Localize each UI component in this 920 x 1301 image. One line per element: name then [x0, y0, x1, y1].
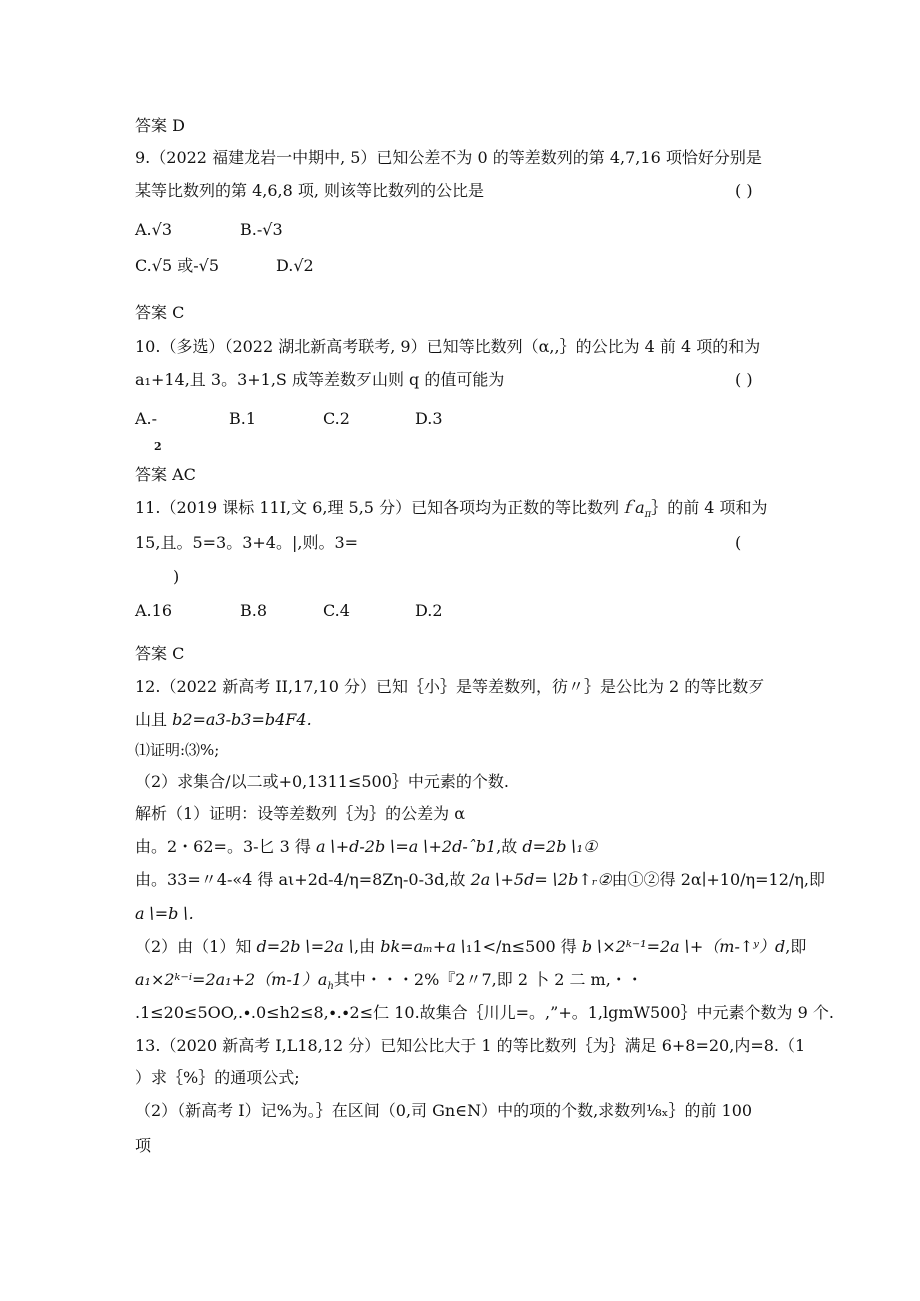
question-9-line-1: 9.（2022 福建龙岩一中期中, 5）已知公差不为 0 的等差数列的第 4,7,16 项恰好分别是 [135, 148, 762, 167]
question-11-line-1 [135, 498, 768, 525]
solution-formula: d=2b∖₁① [522, 837, 598, 856]
solution-text: ,故 [496, 837, 523, 856]
option-a-denominator: 2 [154, 440, 162, 453]
question-10-line-1: 10.（多选）（2022 湖北新高考联考, 9）已知等比数列（α,,｝的公比为 4 前 4 项的和为 [135, 337, 761, 356]
question-12-text: 山且 [135, 710, 173, 729]
answer-line: 答案 C [135, 644, 185, 663]
option-d: D.√2 [276, 256, 314, 275]
question-12-line-2 [135, 710, 312, 730]
solution-text: （2）由（1）知 [135, 937, 257, 956]
answer-blank-close: ) [173, 567, 180, 586]
answer-blank-open: ( [735, 533, 742, 552]
solution-formula: d=2b∖=2a∖ [256, 937, 355, 956]
solution-text: 由。33=〃4-«4 得 aι+2d-4∕η=8Zη-0-3d,故 [135, 870, 471, 889]
question-11-line-2: 15,且。5=3。3+4。|,则。3= [135, 533, 359, 552]
question-10-line-2: a₁+14,且 3。3+1,S 成等差数歹山则 q 的值可能为 [135, 370, 505, 389]
solution-text: 由①②得 2α∣+10∕η=12∕η,即 [611, 870, 825, 889]
question-11-text: 11.（2019 课标 11I,文 6,理 5,5 分）已知各项均为正数的等比数列 [135, 498, 620, 517]
question-9-line-2: 某等比数列的第 4,6,8 项, 则该等比数列的公比是 [135, 181, 485, 200]
solution-formula: 2a∖+5d=∖2b↑ᵣ② [470, 870, 612, 889]
question-12-line-1: 12.（2022 新高考 II,17,10 分）已知｛小｝是等差数列，彷〃｝是公比为 2 的等比数歹 [135, 677, 765, 696]
option-c: C.2 [323, 409, 350, 428]
solution-text: 其中・・・2%『2〃7,即 2 卜 2 二 m,・・ [333, 970, 643, 989]
solution-line-2 [135, 837, 597, 857]
answer-line: 答案 C [135, 303, 185, 322]
solution-line-1: 解析（1）证明：设等差数列｛为｝的公差为 α [135, 804, 466, 823]
solution-line-6 [135, 970, 643, 997]
solution-text: ,由 [354, 937, 381, 956]
solution-line-5 [135, 937, 806, 957]
solution-formula: b∖×2ᵏ⁻¹=2a∖+（m-↑ʸ）d [581, 937, 786, 956]
solution-formula: bk=aₘ+a∖ [380, 937, 467, 956]
solution-text: ₁1<∕n≤500 得 [466, 937, 582, 956]
option-d: D.2 [415, 601, 443, 620]
option-b: B.1 [229, 409, 257, 428]
question-13-line-2: ）求｛%｝的通项公式; [135, 1068, 300, 1087]
condition-formula: b2=a3-b3=b4F4. [172, 710, 312, 729]
option-a: A.- [135, 409, 158, 428]
sequence-symbol: ｆa [619, 498, 645, 517]
option-c: C.4 [323, 601, 350, 620]
option-a: A.16 [135, 601, 172, 620]
question-12-part-2: （2）求集合/以二或+0,1311≤500｝中元素的个数. [135, 772, 509, 791]
question-13-line-3: （2）（新高考 I）记%为。｝在区间（0,司 Gn∈N）中的项的个数,求数列⅛ₓ｝的前 100 [135, 1101, 753, 1120]
option-c: C.√5 或-√5 [135, 256, 220, 275]
option-b: B.-√3 [240, 220, 283, 239]
question-13-line-1: 13.（2020 新高考 I,L18,12 分）已知公比大于 1 的等比数列｛为｝满足 6+8=20,内=8.（1 [135, 1036, 806, 1055]
answer-blank: ( ) [735, 181, 753, 200]
solution-formula: a∖+d-2b∖=a∖+2d-ˆb1 [315, 837, 497, 856]
answer-line: 答案 D [135, 116, 185, 135]
solution-line-7: .1≤20≤5OO,.∙.0≤h2≤8,∙.∙2≤仁 10.故集合｛川儿=。,”+。1,lgmW500｝中元素个数为 9 个. [135, 1003, 834, 1022]
answer-blank: ( ) [735, 370, 753, 389]
solution-formula: a₁×2ᵏ⁻ⁱ=2a₁+2（m-1）a [135, 970, 328, 989]
answer-line: 答案 AC [135, 465, 196, 484]
solution-text: 由。2・62=。3-匕 3 得 [135, 837, 316, 856]
option-a: A.√3 [135, 220, 173, 239]
question-13-line-4: 项 [135, 1136, 152, 1155]
solution-line-3 [135, 870, 825, 890]
option-d: D.3 [415, 409, 443, 428]
question-12-part-1: ⑴证明:⑶%; [135, 741, 220, 759]
option-b: B.8 [240, 601, 268, 620]
solution-text: ,即 [785, 937, 807, 956]
solution-line-4: a∖=b∖. [135, 904, 194, 923]
sequence-subscript: π [644, 509, 652, 521]
question-11-text-end: ｝的前 4 项和为 [651, 498, 768, 517]
solution-subscript: h [327, 981, 334, 993]
